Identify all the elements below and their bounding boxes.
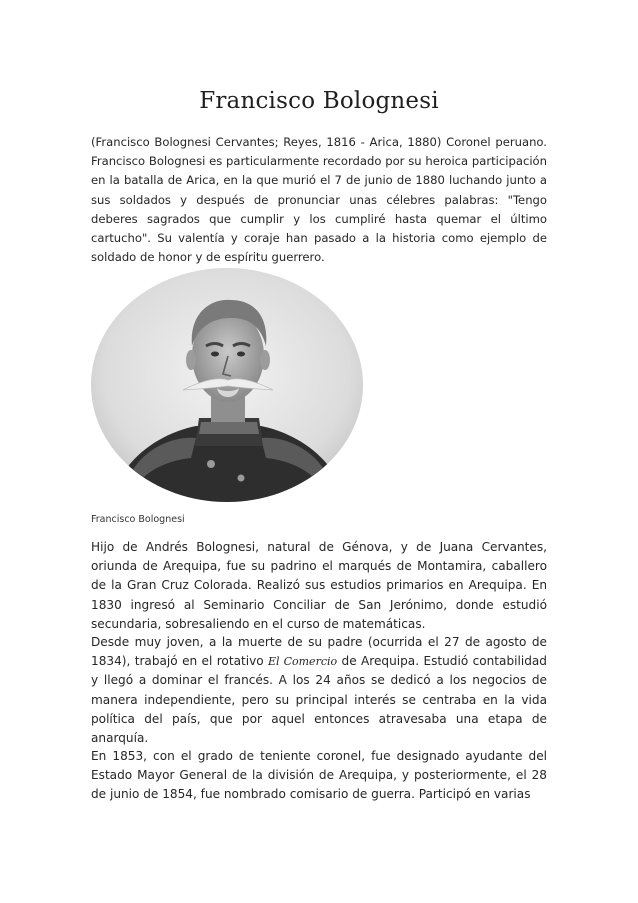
intro-paragraph: (Francisco Bolognesi Cervantes; Reyes, 1816 - Arica, 1880) Coronel peruano. Francisco Bolognesi es particularmente recordado por su heroica participación en la batalla de Arica, en la que murió el 7 de junio de 1880 luchando junto a sus soldados y después de pronunciar unas célebres palabras: "Tengo deberes sagrados que cumplir y los cumpliré hasta quemar el último cartucho". Su valentía y coraje han pasado a la historia como ejemplo de soldado de honor y de espíritu guerrero. (91, 135, 547, 265)
document-title: Francisco Bolognesi (199, 88, 439, 114)
portrait-caption: Francisco Bolognesi (91, 514, 185, 525)
body-paragraph-1: Hijo de Andrés Bolognesi, natural de Génova, y de Juana Cervantes, oriunda de Arequipa, fue su padrino el marqués de Montamira, caballero de la Gran Cruz Colorada. Realizó sus estudios primarios en Arequipa. En 1830 ingresó al Seminario Conciliar de San Jerónimo, donde estudió secundaria, sobresaliendo en el curso de matemáticas. (91, 540, 547, 631)
portrait-image (91, 268, 363, 502)
paragraph-2-text-a: Desde muy joven, a la muerte de su padre (ocurrida el 27 de agosto de 1834), trabajó en el rotativo (91, 635, 547, 669)
paragraph-2-text-b: de Arequipa. Estudió contabilidad y llegó a dominar el francés. A los 24 años se dedicó a los negocios de manera independiente, pero su principal interés se centraba en la vida política del país, que por aquel entonces atravesaba una etapa de anarquía. (91, 654, 547, 746)
newspaper-name: El Comercio (268, 655, 338, 669)
body-paragraph-3: En 1853, con el grado de teniente coronel, fue designado ayudante del Estado Mayor General de la división de Arequipa, y posteriormente, el 28 de junio de 1854, fue nombrado comisario de guerra. Participó en varias (91, 749, 547, 802)
body-paragraph-2 (91, 633, 547, 748)
